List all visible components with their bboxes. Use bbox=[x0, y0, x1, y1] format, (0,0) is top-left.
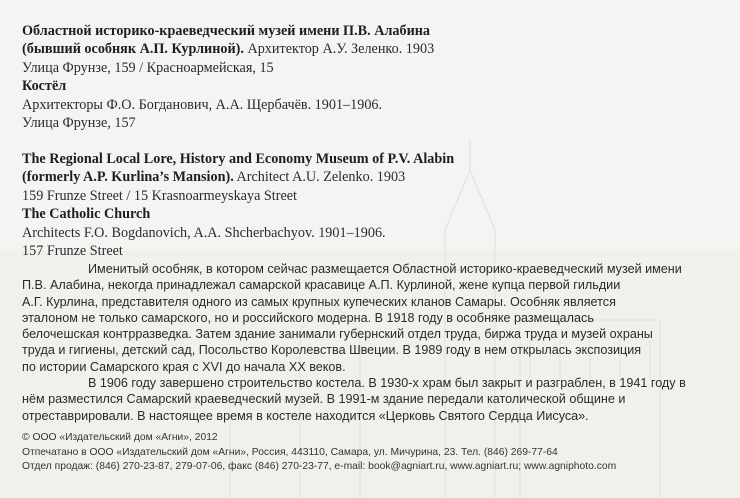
russian-header bbox=[22, 22, 434, 132]
description-line: эталоном не только самарского, но и российского модерна. В 1918 году в особняке размещалась bbox=[22, 310, 594, 325]
description-line: труда и гигиены, детский сад, Посольство Королевства Швеции. В 1989 году в нем открылась экспозиция bbox=[22, 343, 642, 358]
copyright-line: © ООО «Издательский дом «Агни», 2012 bbox=[22, 432, 218, 443]
museum-address-en: 159 Frunze Street / 15 Krasnoarmeyskaya Street bbox=[22, 187, 298, 204]
museum-address-ru: Улица Фрунзе, 159 / Красноармейская, 15 bbox=[22, 59, 274, 76]
description-line: по истории Самарского края с XVI до начала XX веков. bbox=[22, 359, 346, 374]
publisher-footer bbox=[22, 431, 727, 475]
church-title-en: The Catholic Church bbox=[22, 206, 151, 223]
description-line: нём разместился Самарский краеведческий музей. В 1991-м здание передали католической общине и bbox=[22, 392, 626, 407]
description-line: П.В. Алабина, некогда принадлежал самарской красавице А.П. Курлиной, жене купца первой гильдии bbox=[22, 278, 621, 293]
description-text bbox=[22, 261, 722, 424]
description-line: белочешская контрразведка. Затем здание занимали губернский отдел труда, биржа труда и музей охраны bbox=[22, 327, 653, 342]
church-architects-ru: Архитекторы Ф.О. Богданович, А.А. Щербачёв. 1901–1906. bbox=[22, 96, 383, 113]
description-line: Именитый особняк, в котором сейчас размещается Областной историко-краеведческий музей имени bbox=[88, 262, 682, 276]
museum-title-ru: Областной историко-краеведческий музей имени П.В. Алабина bbox=[22, 23, 431, 39]
description-line: В 1906 году завершено строительство костела. В 1930-х храм был закрыт и разграблен, в 1941 году в bbox=[88, 376, 686, 391]
church-architects-en: Architects F.O. Bogdanovich, A.A. Shcherbachyov. 1901–1906. bbox=[22, 224, 386, 241]
museum-architect-ru: Архитектор А.У. Зеленко. 1903 bbox=[243, 41, 435, 58]
printed-by-line: Отпечатано в ООО «Издательский дом «Агни», Россия, 443110, Самара, ул. Мичурина, 23. Тел. (846) 269-77-64 bbox=[22, 446, 558, 458]
museum-former-name-en: (formerly A.P. Kurlina’s Mansion). bbox=[22, 169, 234, 186]
sales-contact-line: Отдел продаж: (846) 270-23-87, 279-07-06, факс (846) 270-23-77, e-mail: book@agniart.ru, www.agniart.ru; www.agniphoto.com bbox=[22, 461, 617, 473]
english-header bbox=[22, 150, 454, 260]
description-line: отреставрировали. В настоящее время в костеле находится «Церковь Святого Сердца Иисуса». bbox=[22, 408, 589, 423]
description-line: А.Г. Курлина, представителя одного из самых крупных купеческих кланов Самары. Особняк является bbox=[22, 294, 616, 309]
church-address-ru: Улица Фрунзе, 157 bbox=[22, 115, 136, 132]
museum-architect-en: Architect A.U. Zelenko. 1903 bbox=[233, 169, 406, 186]
church-address-en: 157 Frunze Street bbox=[22, 243, 123, 260]
church-title-ru: Костёл bbox=[22, 78, 67, 95]
museum-title-en: The Regional Local Lore, History and Economy Museum of P.V. Alabin bbox=[22, 151, 455, 167]
museum-former-name-ru: (бывший особняк А.П. Курлиной). bbox=[22, 41, 244, 58]
